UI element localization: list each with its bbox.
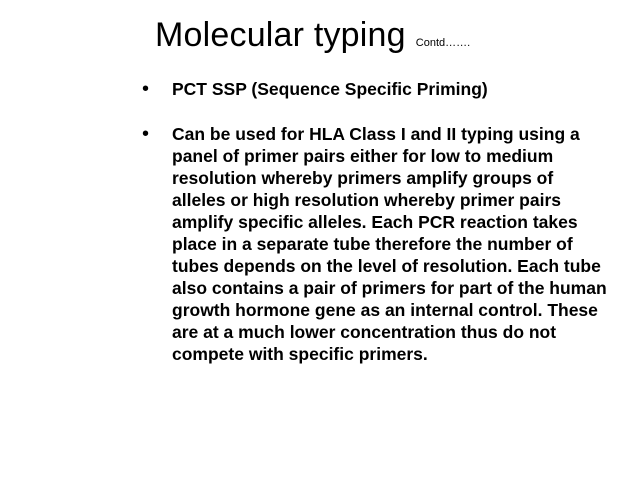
bullet-text: PCT SSP (Sequence Specific Priming) xyxy=(172,79,488,99)
slide-title xyxy=(155,18,470,52)
bullet-item xyxy=(140,123,610,365)
bullet-marker: • xyxy=(142,123,150,145)
bullet-list xyxy=(140,78,610,365)
bullet-text: Can be used for HLA Class I and II typing using a panel of primer pairs either for low to medium resolution whereby primers amplify groups of alleles or high resolution whereby primer pairs amplify specific alleles. Each PCR reaction takes place in a separate tube therefore the number of tubes depends on the level of resolution. Each tube also contains a pair of primers for part of the human growth hormone gene as an internal control. These are at a much lower concentration thus do not compete with specific primers. xyxy=(172,124,607,364)
bullet-item xyxy=(140,78,610,100)
title-suffix: Contd……. xyxy=(415,37,471,49)
title-main: Molecular typing xyxy=(155,16,406,54)
bullet-marker: • xyxy=(142,78,150,100)
